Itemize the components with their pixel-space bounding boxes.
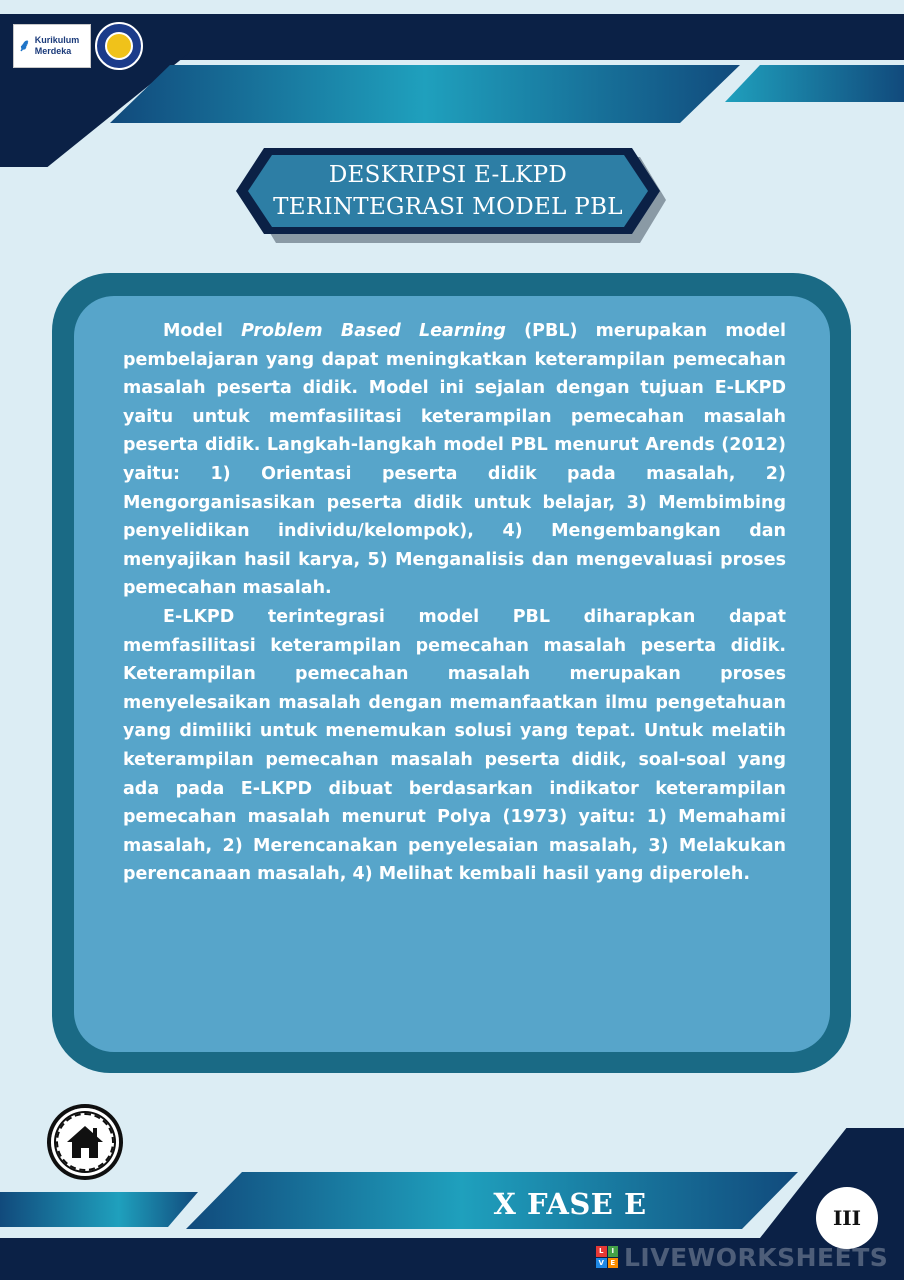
home-button[interactable] (47, 1104, 123, 1180)
fase-label: X FASE E (493, 1187, 647, 1221)
page-title (248, 155, 648, 227)
logo-line-2: Merdeka (34, 46, 72, 56)
paragraph-1-italic: Problem Based Learning (241, 321, 506, 341)
page-title-line-2: TERINTEGRASI MODEL PBL (273, 194, 623, 220)
logo-line-1: Kurikulum (34, 35, 80, 45)
bottom-left-gradient-stripe (0, 1192, 198, 1227)
page-number: III (816, 1187, 878, 1249)
kurikulum-merdeka-logo (13, 24, 91, 68)
logo-letter-e: E (608, 1258, 619, 1269)
home-button-ring (51, 1108, 119, 1176)
logo-letter-l: L (596, 1246, 607, 1257)
description-text (123, 317, 786, 889)
paragraph-2: E-LKPD terintegrasi model PBL diharapkan dapat memfasilitasi keterampilan pemecahan masalah peserta didik. Keterampilan pemecahan masalah merupakan proses menyelesaikan masalah dengan memanfaatkan ilmu pengetahuan yang dimiliki untuk menemukan solusi yang tepat. Untuk melatih keterampilan pemecahan masalah peserta didik, soal-soal yang ada pada E-LKPD dibuat berdasarkan indikator keterampilan pemecahan masalah menurut Polya (1973) yaitu: 1) Memahami masalah, 2) Merencanakan penyelesaian masalah, 3) Melakukan perencanaan masalah, 4) Melihat kembali hasil yang diperoleh. (123, 606, 786, 885)
top-gradient-stripe (110, 65, 740, 123)
home-icon (65, 1124, 105, 1160)
kurikulum-logo-icon: ⸙ (18, 35, 31, 56)
watermark-text: LIVEWORKSHEETS (624, 1242, 889, 1272)
logo-letter-i: I (608, 1246, 619, 1257)
home-button-dashed-ring (56, 1113, 114, 1171)
logo-text (35, 35, 80, 57)
top-right-gradient-stripe (725, 65, 904, 102)
paragraph-1-prefix: Model (163, 321, 242, 341)
page-title-line-1: DESKRIPSI E-LKPD (328, 162, 568, 188)
liveworksheets-logo-icon (596, 1246, 618, 1268)
logo-letter-v: V (596, 1258, 607, 1269)
liveworksheets-watermark (596, 1242, 896, 1272)
university-seal-icon (95, 22, 143, 70)
university-seal-center (105, 32, 133, 60)
paragraph-1 (123, 317, 786, 603)
paragraph-1-rest: (PBL) merupakan model pembelajaran yang dapat meningkatkan keterampilan pemecahan masalah peserta didik. Model ini sejalan dengan tujuan E-LKPD yaitu untuk memfasilitasi keterampilan pemecahan masalah peserta didik. Langkah-langkah model PBL menurut Arends (2012) yaitu: 1) Orientasi peserta didik pada masalah, 2) Mengorganisasikan peserta didik untuk belajar, 3) Membimbing penyelidikan individu/kelompok), 4) Mengembangkan dan menyajikan hasil karya, 5) Menganalisis dan mengevaluasi proses pemecahan masalah. (123, 321, 786, 599)
